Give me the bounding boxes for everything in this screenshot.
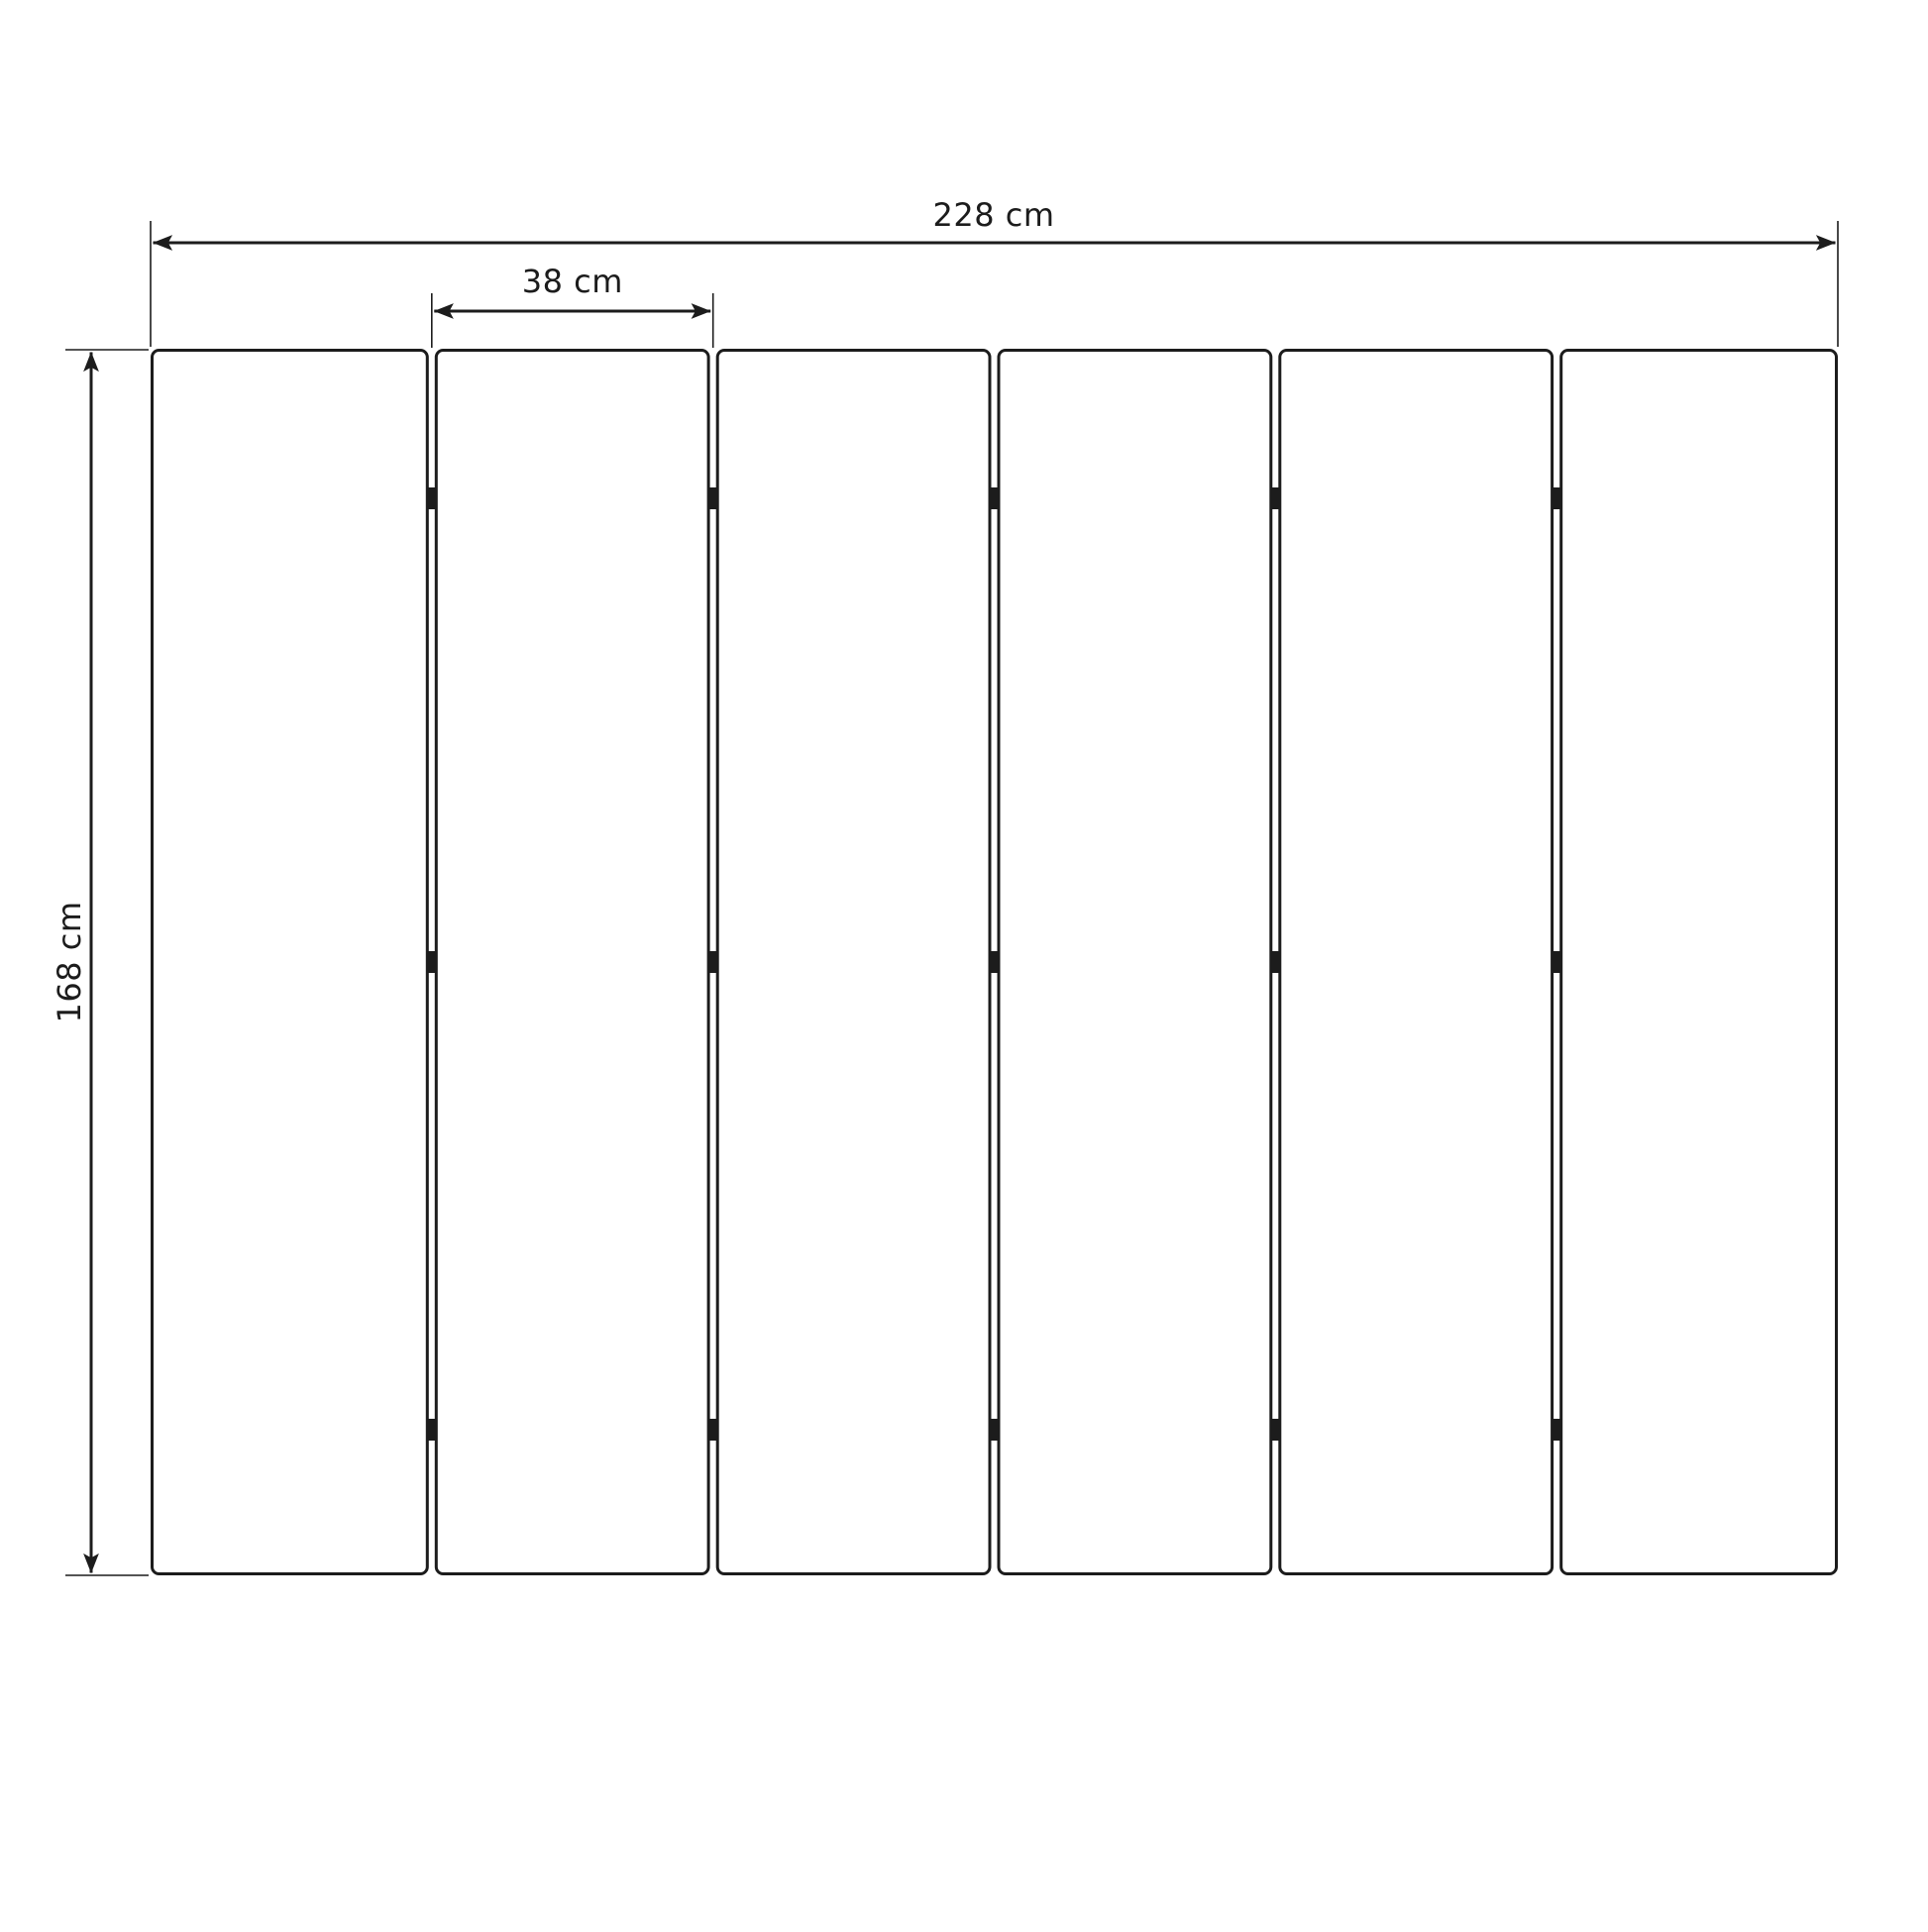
hinge-connector-1-1 [427,487,436,509]
panel-2 [436,351,708,1574]
hinge-connector-5-2 [1553,951,1561,973]
dimension-height [51,350,149,1575]
hinge-connector-2-3 [708,1419,717,1441]
dimension-label-height: 168 cm [51,901,88,1023]
hinge-connector-3-3 [990,1419,999,1441]
panel-1 [153,351,428,1574]
dimension-total-width [151,196,1838,347]
hinge-connector-1-3 [427,1419,436,1441]
hinge-connector-2-1 [708,487,717,509]
hinge-connector-3-2 [990,951,999,973]
dimension-label-panel-width: 38 cm [521,263,623,300]
panel-5 [1280,351,1553,1574]
hinge-connector-4-1 [1271,487,1280,509]
dimension-panel-width [432,263,713,348]
hinge-connector-3-1 [990,487,999,509]
hinge-connector-1-2 [427,951,436,973]
hinge-connector-2-2 [708,951,717,973]
hinge-connector-4-2 [1271,951,1280,973]
hinge-connector-5-1 [1553,487,1561,509]
panel-6 [1561,351,1837,1574]
hinge-connector-5-3 [1553,1419,1561,1441]
dimension-label-total-width: 228 cm [932,196,1055,234]
panel-3 [717,351,990,1574]
panel-4 [999,351,1271,1574]
hinge-connector-4-3 [1271,1419,1280,1441]
